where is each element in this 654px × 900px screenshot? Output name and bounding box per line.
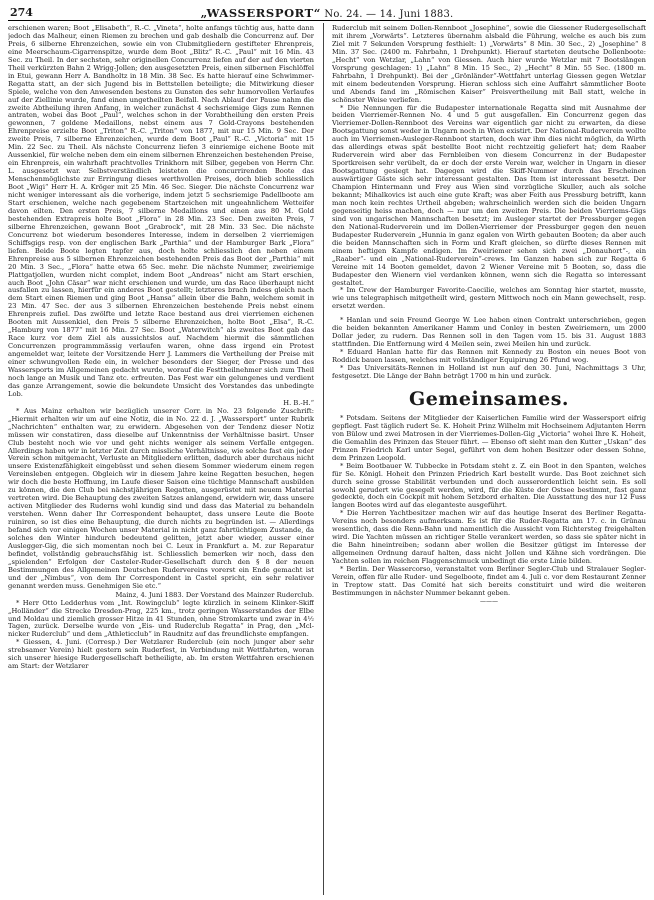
signature: H. B.-H.“: [283, 398, 314, 407]
page-number: 274: [10, 6, 33, 19]
news-item-budapest: * Die Nennungen für die Budapester internationale Regatta sind mit Ausnahme der beiden Vierriemer-Rennen No. 4 und 5 gut ausgefallen. Ein Concurrenz gegen das Vierriemer-Dollen-Rennboot des Vereins war eigentlich gar nicht zu erwarten, da diese Bootsgattung sonst weder in Ungarn noch in Wien existirt. Der National-Ruderverein wollte auch im Vierriemen-Ausleger-Rennboot starten, doch war ihm dies nicht möglich, da Wirth das allerdings etwas spät bestellte Boot nicht rechtzeitig geliefert hat; dem Raaber Ruderverein wird aber das Fernbleiben von diesem Concurrenz in der Budapester Sportkreisen sehr verübelt, da er doch der erste Verein war, welcher in Ungarn in dieser Bootsgattung gesiegt hat. Dagegen wird die Skiff-Nummer durch das Erscheinen auswärtiger Gäste sich sehr interessant gestalten. Das Item ist interessant besetzt. Der Champion Hintermann und Frey aus Wien sind vorzügliche Skuller, auch als solche bekannt; Mihalkovics ist auch eine gute Kraft; was aber Feith aus Pressburg betrifft, kann man noch kein rechtes Urtheil abgeben; wahrscheinlich werden sich die beiden Ungarn gegenseitig heiss machen, doch — nur um den zweiten Preis. Die beiden Vierriems-Gigs sind von ungarischen Mannschaften besetzt; im Ausleger startet der Pressburger gegen den National-Ruderverein und im Dollen-Vierriemer der Pressburger gegen den neuen Budapester Ruderverein „Hunnia in ganz egalen von Wirth gebauten Booten; da aber auch die beiden Mannschaften sich in Form und Kraft gleichen, so dürfte dieses Rennen mit einem heftigen Kampfe endigen. Im Zweiriemer sehen sich zwei „Donauhort“-, ein „Raaber“- und ein „National-Ruderverein“-crews. Im Ganzen haben sich zur Regatta 6 Vereine mit 14 Booten gemeldet, davon 2 Wiener Vereine mit 5 Booten, so, dass die Budapester den Wienern viel verdanken können, wenn sich die Regatta so interessant gestaltet.: [332, 103, 646, 287]
news-item-tubbecke: * Beim Bootbauer W. Tubbecke in Potsdam steht z. Z. ein Boot in den Spanten, welches für Se. Königl. Hoheit den Prinzen Friedrich Karl bestellt wurde. Das Boot zeichnet sich durch seine grosse Stabilität verbunden und doch ausserordentlich leicht sein. Es soll sowohl gerudert wie gesegelt werden, wird, für die Küste der Ostsee bestimmt, fast ganz gedeckte, doch ein Cockpit mit hohem Setzbord erhalten. Die Ausstattung des nur 12 Fuss langen Bootes wird auf das eleganteste ausgeführt.: [332, 461, 646, 510]
news-item-berlin: * Berlin. Der Wassercorso, veranstaltet vom Berliner Segler-Club und Stralauer Segler-Verein, offen für alle Ruder- und Segelboote, findet am 4. Juli c. vor dem Restaurant Zenner in Treptow statt. Das Comité hat sich bereits constituirt und wird die weiteren Bestimmungen in nächster Nummer bekannt geben.: [332, 565, 646, 597]
mainz-letter: * Aus Mainz erhalten wir bezüglich unserer Corr. in No. 23 folgende Zuschrift: „Hiermit erhalten wir um auf eine Notiz, die in No. 22 d. J. „Wassersport“ unter Rubrik „Nachrichten“ enthalten war, zu erwidern. Abgesehen von der Tendenz dieser Notiz müssen wir constatiren, dass dieselbe auf Unkenntniss der Verhältnisse basirt. Unser Club besteht noch wie vor und geht nichts weniger als seinem Verfalle entgegen. Allerdings haben wir in letzter Zeit durch missliche Verhältnisse, wie solche fast ein jeder Verein schon mitgemacht, Verluste an Mitgliedern erlitten, dadurch aber durchaus nicht unsere Existenzfähigkeit eingebüsst und sehen diesem Sommer wiederum einem regen Vereinsleben entgegen. Obgleich wir in diesem Jahre keine Regatten besuchen, hegen wir doch die beste Hoffnung, im Laufe dieser Saison eine tüchtige Mannschaft ausbilden zu können, die den Club bei nächstjährigen Regatten, ausgerüstet mit neuem Material vertreten wird. Die Behauptung des zweiten Satzes anlangend, erwidern wir, dass unsere activen Mitglieder des Ruderns wohl kundig sind und dass das Material zu behandeln verstehen. Wenn daher Ihr Correspondent behauptet, dass unsere Leute die Boote ruiniren, so ist dies eine Behauptung, die durch nichts zu begründen ist. — Allerdings befand sich vor einigen Wochen unser Material in nicht ganz fahrtüchtigem Zustande, da solches den Winter hindurch bedeutend gelitten, jetzt aber wieder, ausser einer Auslegger-Gig, die sich momentan noch bei C. Leux in Frankfurt a. M. zur Reparatur befindet, vollständig gebrauchsfähig ist. Schliesslich bemerken wir noch, dass den „spielenden“ Erfolgen der Casteler-Ruder-Gesellschaft durch den § 8 der neuen Bestimmungen des Allgemeinen Deutschen Rudervereins vorerst ein Ende gemacht ist und der „Nimbus“, von dem Ihr Correspondent in Castel spricht, ein sehr relativer genannt werden muss. Genehmigen Sie etc.“: [8, 406, 314, 590]
left-column: [8, 25, 314, 895]
issue-info: No. 24. — 14. Juni 1883.: [324, 9, 454, 20]
news-item-yachtbesitzer: * Die Herren Yachtbesitzer machen wir auf das heutige Inserat des Berliner Regatta-Vereins noch besonders aufmerksam. Es ist für die Ruder-Regatta am 17. c. in Grünau wesentlich, dass die Renn-Bahn und namentlich die Aussicht vom Richtersteg freigehalten wird. Die Yachten müssen an richtiger Stelle verankert werden, so dass sie später nicht in die Bahn hineintreiben; sodann aber wollen die Besitzer gütigst im Interesse der allgemeinen Ordnung darauf halten, dass nicht Jollen und Kähne sich vordrängen. Die Yachten sollen im reichen Flaggenschmuck unbedingt die erste Linie bilden.: [332, 509, 646, 566]
news-item-ledderhus: * Herr Otto Ledderhus vom „Int. Rowingclub“ legte kürzlich in seinem Klinker-Skiff „Holländer“ die Strecke Dresden-Prag, 225 km., trotz geringen Wasserstandes der Elbe und Moldau und ziemlich grosser Hitze in 41 Stunden, ohne Stromkarte und zwar in 4½ Tagen, zurück. Derselbe wurde von „Eis- und Ruderclub Regatta“ in Prag, den „Mcl-nicker Ruderclub“ und dem „Athleticclub“ in Raudnitz auf das freundlichste empfangen.: [8, 598, 314, 639]
running-title: [10, 6, 644, 20]
header-rule: [8, 20, 646, 21]
news-item-giessen: * Giessen, 4. Juni. (Corresp.) Der Wetzlarer Ruderclub (ein noch junger aber sehr strebsamer Verein) hielt gestern sein Ruderfest, in Verbindung mit Wettfahrten, woran sich unserer hiesige Rudergesellschaft betheiligte, ab. Im ersten Wettfahren erschienen am Start: der Wetzlarer: [8, 638, 314, 671]
news-item-hanlan-lee: * Hanlan und sein Freund George W. Lee haben einen Contrakt unterschrieben, gegen die beiden bekannten Amerikaner Hamm und Conley in besten Zweiriemern, um 2000 Dollar jeder, zu rudern. Das Rennen soll in den Tagen vom 15. bis 31. August 1883 stattfinden. Die Entfernung wird 4 Meilen sein, zwei Meilen hin und zurück.: [332, 316, 646, 349]
news-item-potsdam: * Potsdam. Seitens der Mitglieder der Kaiserlichen Familie wird der Wassersport eifrig gepflegt. Fast täglich rudert Se. K. Hoheit Prinz Wilhelm mit Hochseinem Adjutanten Herrn von Bülow und zwei Matrosen in der Vierriemes-Dollen-Gig „Victoria“ wohei Ihre K. Hoheit, die Gemahlin des Prinzen das Steuer führt. — Ebenso oft sieht man den Kutter „Uskan“ des Prinzen Friedrich Karl unter Segel, geführt von dem hohen Besitzer oder dessen Sohne, dem Prinzen Leopold.: [332, 413, 646, 462]
right-column: [332, 25, 646, 895]
news-item-hanlan-boat: * Eduard Hanlan hatte für das Rennen mit Kennedy zu Boston ein neues Boot von Roddick bauen lassen, welches mit vollständiger Equipirung 26 Pfund wog.: [332, 348, 646, 365]
column-divider: [323, 23, 324, 895]
giessen-continuation: Ruderclub mit seinem Dollen-Rennboot „Josephine“, sowie die Giessener Rudergesellschaft mit ihrem „Vorwärts“. Letzteres übernahm alsbald die Führung, welche es auch bis zum Ziel mit 7 Sekunden Vorsprung festhielt: 1) „Vorwärts“ 8 Min. 30 Sec., 2) „Josephine“ 8 Min. 37 Sec. (2400 m. Fahrbahn, 1 Drehpunkt). Hierauf starteten deutsche Dollenboote: „Hecht“ von Wetzlar, „Lahn“ von Giessen. Auch hier wurde Wetzlar mit 7 Bootslängen Vorsprung geschlagen: 1) „Lahn“ 8 Min. 15 Sec., 2) „Hecht“ 8 Min. 55 Sec. (1800 m. Fahrbahn, 1 Drehpunkt). Bei der „Grönländer“-Wettfahrt unterlag Giessen gegen Wetzlar mit einem bedeutenden Vorsprung. Hieran schloss sich eine Auffahrt sämmtlicher Boote und Abends fand im „Römischen Kaiser“ Preisvertheilung mit Ball statt, welche in schönster Weise verliefen.: [332, 25, 646, 104]
end-mark: ———: [480, 597, 498, 605]
mainz-signature: Mainz, 4. Juni 1883. Der Vorstand des Mainzer Ruderclub.: [115, 590, 314, 599]
section-heading: Gemeinsames.: [408, 387, 570, 410]
news-item-hamburg-crew: * Im Crew der Hamburger Favorite-Caecilie, welches am Sonntag hier startet, musste, wie uns telegraphisch mitgetheilt wird, gestern Mittwoch noch ein Mann gewechselt, resp. ersetzt werden.: [332, 286, 646, 311]
news-item-university-race: * Das Universitäts-Rennen in Holland ist nun auf den 30. Juni, Nachmittags 3 Uhr, festgesetzt. Die Länge der Bahn beträgt 1700 m hin und zurück.: [332, 364, 646, 380]
journal-name: „WASSERSPORT“: [200, 6, 322, 20]
article-paragraph: erschienen waren; Boot „Elisabeth“, R.-C. „Vineta“, holte anfangs tüchtig aus, hatte dann jedoch das Malheur, einen Riemen zu brechen und gab deshalb die Concurrenz auf. Der Preis, 6 silberne Ehrenzeichen, sowie ein von Clubmitgliedern gestifteter Ehrenpreis, eine Meerschaum-Cigarrenspitze, wurde dem Boot „Blitz“ R.-C. „Paul“ mit 16 Min. 43 Sec. zu Theil. In der sechsten, sehr originellen Concurrenz liefen auf der auf den vierten Theil verkürzten Bahn 2 Wrigg-Jollen; den ausgesetzten Preis, einen silbernen Fischlöffel in Etui, gewann Herr A. Bandholtz in 18 Min. 38 Sec. Es hatte hierauf eine Schwimmer-Regatta statt, an der sich Jugend bis in Bettstellen beteiligte; die Mitwirkung dieser Spiele, welche von den Anwesenden bestens zu Gunsten des sehr humorvollen Verlaufes auf der Ziellinie wurde, fand einen ungetheilten Beifall. Nach Ablauf der Pause nahm die zweite Abtheilung ihren Anfang, in welcher zunächst 4 sechsriemige Gigs zum Rennen antraten, wobei das Boot „Paul“, welches schon in der Vorabtheilung den ersten Preis gewonnen, 7 goldene Medaillons, nebst einem aus 7 Gold-Crayons bestehenden Ehrenpreise erzielte Boot „Triton“ R.-C. „Triton“ von 1877, mit nur 15 Min. 9 Sec. Der zweite Preis, 7 silberne Ehrenzeichen, wurde dem Boot „Paul“ R.-C. „Victoria“ mit 15 Min. 22 Sec. zu Theil. Als nächste Concurrenz liefen 3 einriemige eichene Boote mit Aussenkiel, für welche neben dem ein einem silbernen Ehrenzeichen bestehenden Preise, ein Ehrenpreis, ein wahrhaft prachtvolles Trinkhorn mit Silber, gegeben von Herrn Chr. L. ausgesetzt war. Selbstverständlich leisteten die concurrirenden Boote das Menschenmöglichste zur Erringung dieses werthvollen Preises, doch blieb schliesslich Boot „Wigi“ Herr H. A. Kröger mit 25 Min. 46 Sec. Sieger. Die nächste Concurrenz war nicht weniger interessant als die vorherige, indem jetzt 5 sechsriemige Padellboote am Start erschienen, welche nach gegebenem Startzeichen mit ungeahnlichem Wetteifer davon eilten. Den ersten Preis, 7 silberne Medaillons und einen aus 80 M. Gold bestehenden Extrapreis holte Boot „Flora“ in 28 Min. 23 Sec. Den zweiten Preis, 7 silberne Ehrenzeichen, gewann Boot „Grabrock“, mit 28 Min. 33 Sec. Die nächste Concurrenz bot wiederum besonderes Interesse, indem in derselben 2 vierriemigen Schiffsgigs resp. von der englischen Bark „Parthia“ und der Hamburger Bark „Flora“ liefen. Beide Boote legten tapfer aus, doch holte schliesslich den neben einem Ehrenpreise aus 5 silbernen Ehrenzeichen bestehenden Preis das Boot der „Parthia“ mit 20 Min. 3 Sec., „Flora“ hatte etwa 65 Sec. mehr. Die nächste Nummer, zweiriemige Plattgatjollen, wurden nicht complet, indem Boot „Andreas“ nicht am Start erschien, auch Boot „John Cäsar“ war nicht erschienen und wurde, um das Race überhaupt nicht ausfallen zu lassen, hierfür ein anderes Boot gestellt; letzteres brach indess gleich nach dem Start einen Riemen und ging Boot „Hansa“ allein über die Bahn, welchem somit in 23 Min. 47 Sec. der aus 3 silbernen Ehrenzeichen bestehende Preis nebst einem Ehrenpreis zufiel. Das zwölfte und letzte Race bestand aus drei vierriemen eichenen Booten mit Aussenkiel, den Preis 5 silberne Ehrenzeichen, holte Boot „Elsa“, R.-C. „Hamburg von 1877“ mit 16 Min. 27 Sec. Boot „Waterwitch“ als zweites Boot gab das Race kurz vor dem Ziel als aussichtslos auf. Nachdem hiermit die sämmtlichen Concurrenzen programmmässig verlaufen waren, ohne dass irgend ein Protest angemeldet war, leitete der Vorsitzende Herr J. Lammers die Vertheilung der Preise mit einer schwungvollen Rede ein, in welcher besonders der Sieger, der Presse und des Wassersports im Allgemeinen gedacht wurde, worauf die Festtheilnehmer sich zum Theil noch lange an Musik und Tanz etc. erfreuten. Das Fest war ein gelungenes und verdient das ganze Arrangement, sowie die bekundete Umsicht des Vorstandes das unbedingte Lob.: [8, 25, 314, 398]
